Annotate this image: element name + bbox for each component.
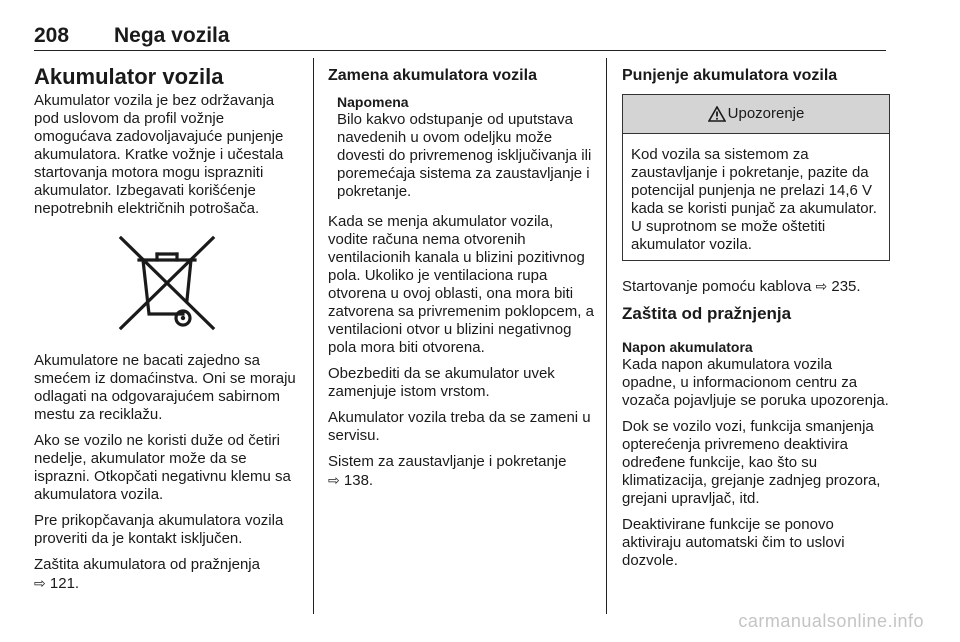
column-divider-1 (313, 58, 314, 614)
discharge-reference-paragraph (34, 556, 300, 593)
battery-intro-paragraph: Akumulator vozila je bez održavanja pod uslovom da profil vožnje omogućava zadovoljavajuće punjenje akumulatora. Kratke vožnje i učestala startovanja motora mogu isprazniti akumulator. Izbegavati korišćenje nepotrebnih električnih potrošača. (34, 92, 284, 217)
replacement-paragraph-2: Obezbediti da se akumulator uvek zamenjuje istom vrstom. (328, 365, 555, 400)
page-title: Nega vozila (114, 24, 230, 47)
section-heading-battery: Akumulator vozila (34, 64, 224, 89)
column-1 (34, 58, 300, 601)
warning-header (623, 95, 889, 134)
note-box (337, 94, 594, 201)
jump-start-reference-paragraph (622, 277, 890, 296)
page-reference-link[interactable]: 138. (343, 472, 374, 489)
section-heading-replacement: Zamena akumulatora vozila (328, 67, 537, 84)
section-heading-charging: Punjenje akumulatora vozila (622, 67, 838, 84)
voltage-paragraph-2: Dok se vozilo vozi, funkcija smanjenja opterećenja privremeno deaktivira određene funkcije, kao što su klimatizacija, grejanje zadnjeg prozora, grejani upravljač, itd. (622, 418, 881, 507)
warning-triangle-icon (708, 106, 726, 122)
disposal-paragraph: Akumulatore ne bacati zajedno sa smećem iz domaćinstva. Oni se moraju odlagati na odgovarajućem sabirnom mestu za reciklažu. (34, 352, 296, 423)
warning-box (622, 94, 890, 261)
page-reference-link[interactable]: 235. (831, 278, 861, 295)
page-reference-arrow-icon[interactable]: ⇨ (34, 575, 46, 591)
reference-text: Startovanje pomoću kablova (622, 278, 812, 295)
replacement-paragraph-1: Kada se menja akumulator vozila, vodite računa nema otvorenih ventilacionih kanala u blizini pozitivnog pola. Ukoliko je ventilaciona rupa otvorena u ovoj oblasti, ona mora biti zatvorena sa privremenim poklopcem, a ventilacioni otvor u blizini negativnog pola mora biti otvorena. (328, 213, 594, 356)
page-header (34, 24, 886, 51)
section-heading-discharge-protection: Zaštita od pražnjenja (622, 304, 792, 323)
stop-start-reference-paragraph (328, 453, 594, 490)
warning-text: Kod vozila sa sistemom za zaustavljanje i pokretanje, pazite da potencijal punjenja ne prelazi 14,6 V kada se koristi punjač za akumulator. U suprotnom se može oštetiti akumulator vozila. (631, 146, 877, 253)
voltage-paragraph-3: Deaktivirane funkcije se ponovo aktiviraju automatski čim to uslovi dozvole. (622, 516, 845, 569)
sub-heading-battery-voltage: Napon akumulatora (622, 339, 753, 355)
storage-paragraph: Ako se vozilo ne koristi duže od četiri nedelje, akumulator može da se isprazni. Otkopčati negativnu klemu sa akumulatora vozila. (34, 432, 291, 503)
voltage-paragraph-1: Kada napon akumulatora vozila opadne, u informacionom centru za vozača pojavljuje se poruka upozorenja. (622, 356, 889, 409)
reconnect-paragraph: Pre prikopčavanja akumulatora vozila proveriti da je kontakt isključen. (34, 512, 284, 547)
column-divider-2 (606, 58, 607, 614)
column-3 (622, 58, 890, 578)
column-2 (328, 58, 594, 498)
note-title: Napomena (337, 94, 409, 110)
watermark: carmanualsonline.info (738, 611, 924, 631)
warning-title: Upozorenje (727, 105, 805, 122)
page-reference-arrow-icon[interactable]: ⇨ (328, 472, 340, 488)
replacement-paragraph-3: Akumulator vozila treba da se zameni u servisu. (328, 409, 591, 444)
note-text: Bilo kakvo odstupanje od uputstava navedenih u ovom odeljku može dovesti do privremenog isključivanja ili poremećaja sistema za zaustavljanje i pokretanje. (337, 111, 592, 200)
reference-text: Sistem za zaustavljanje i pokretanje (328, 453, 567, 470)
reference-text: Zaštita akumulatora od pražnjenja (34, 556, 260, 573)
page-reference-arrow-icon[interactable]: ⇨ (815, 278, 828, 294)
crossed-out-wheeled-bin-icon (113, 234, 221, 332)
page-reference-link[interactable]: 121. (49, 575, 80, 592)
page-number: 208 (34, 24, 70, 47)
